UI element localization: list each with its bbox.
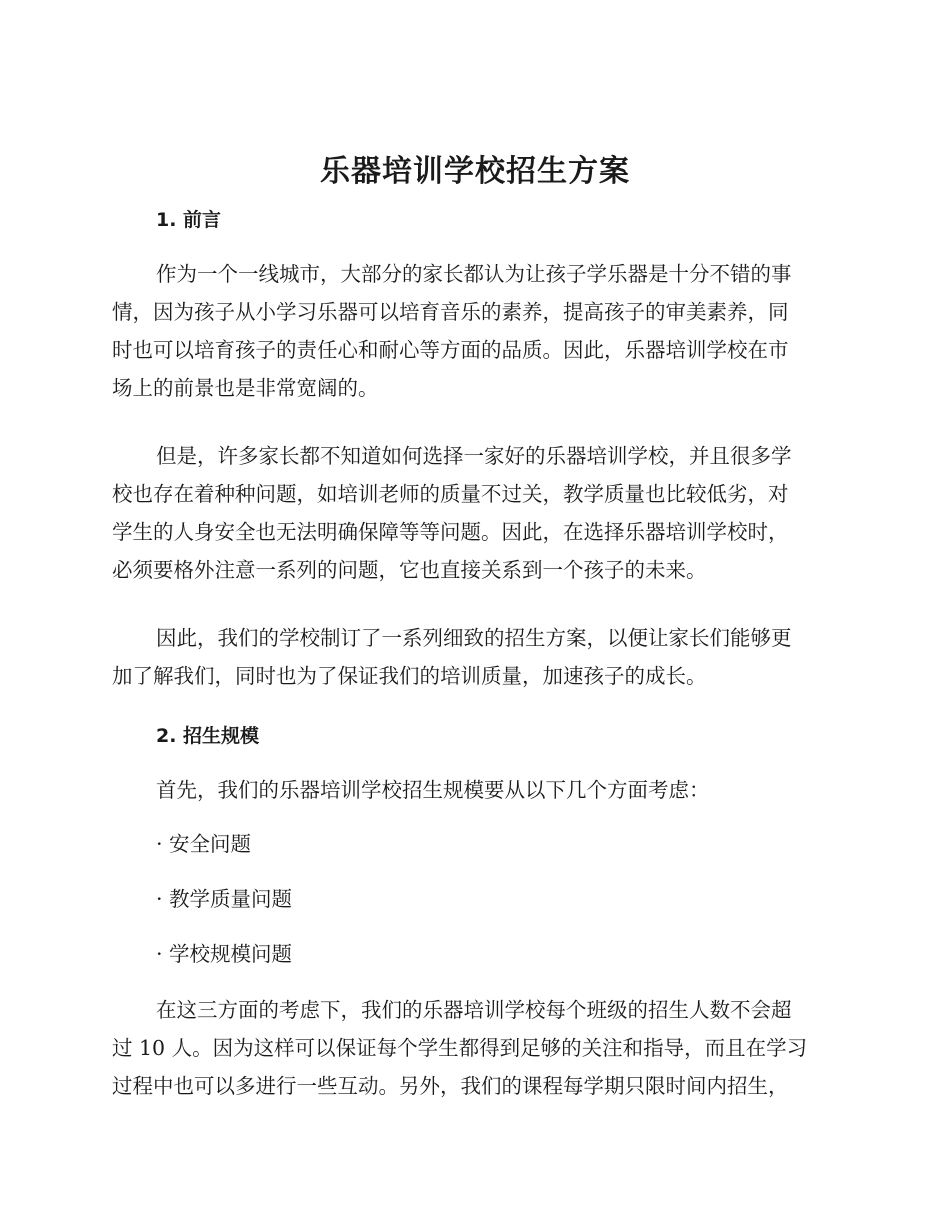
paragraph — [112, 619, 840, 695]
paragraph — [112, 437, 840, 589]
paragraph — [112, 255, 840, 407]
section-heading-enrollment: 2. 招生规模 — [156, 725, 260, 747]
paragraph-line: 在这三方面的考虑下，我们的乐器培训学校每个班级的招生人数不会超 — [156, 998, 792, 1022]
paragraph-line: 过 10 人。因为这样可以保证每个学生都得到足够的关注和指导，而且在学习 — [112, 1036, 808, 1060]
paragraph — [112, 771, 840, 809]
paragraph-line: 加了解我们，同时也为了保证我们的培训质量，加速孩子的成长。 — [112, 664, 707, 688]
paragraph-line: 因此，我们的学校制订了一系列细致的招生方案，以便让家长们能够更 — [156, 626, 792, 650]
paragraph-line: 校也存在着种种问题，如培训老师的质量不过关，教学质量也比较低劣，对 — [112, 482, 789, 506]
paragraph-line: 过程中也可以多进行一些互动。另外，我们的课程每学期只限时间内招生， — [112, 1074, 789, 1098]
paragraph-line: 学生的人身安全也无法明确保障等等问题。因此，在选择乐器培训学校时， — [112, 520, 789, 544]
document-title: 乐器培训学校招生方案 — [320, 154, 630, 189]
paragraph-line: 首先，我们的乐器培训学校招生规模要从以下几个方面考虑： — [156, 778, 710, 802]
paragraph-line: 作为一个一线城市，大部分的家长都认为让孩子学乐器是十分不错的事 — [156, 262, 792, 286]
paragraph — [112, 991, 840, 1105]
paragraph-line: 但是，许多家长都不知道如何选择一家好的乐器培训学校，并且很多学 — [156, 444, 792, 468]
paragraph-line: 必须要格外注意一系列的问题，它也直接关系到一个孩子的未来。 — [112, 558, 707, 582]
bullet-item: · 学校规模问题 — [156, 942, 293, 966]
bullet-item: · 教学质量问题 — [156, 887, 293, 911]
section-heading-preface: 1. 前言 — [156, 209, 222, 231]
paragraph-line: 场上的前景也是非常宽阔的。 — [112, 376, 379, 400]
paragraph-line: 情，因为孩子从小学习乐器可以培育音乐的素养，提高孩子的审美素养，同 — [112, 300, 789, 324]
paragraph-line: 时也可以培育孩子的责任心和耐心等方面的品质。因此，乐器培训学校在市 — [112, 338, 789, 362]
bullet-item: · 安全问题 — [156, 832, 252, 856]
